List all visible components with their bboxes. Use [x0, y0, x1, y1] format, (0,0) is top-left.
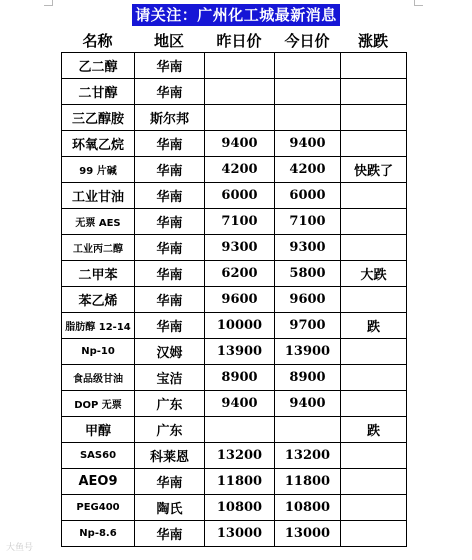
cell-name: Np-8.6	[62, 521, 135, 547]
header-name: 名称	[82, 32, 113, 50]
cell-name: Np-10	[62, 339, 135, 365]
cell-name: PEG400	[62, 495, 135, 521]
header-yesterday: 昨日价	[216, 32, 262, 50]
table-row	[62, 339, 407, 365]
table-row	[62, 183, 407, 209]
cell-change	[341, 521, 407, 547]
cell-change	[341, 365, 407, 391]
watermark: 大鱼号	[6, 543, 34, 553]
cell-name: DOP 无票	[62, 391, 135, 417]
cell-change	[341, 391, 407, 417]
cell-change	[341, 209, 407, 235]
cell-today: 9400	[275, 131, 341, 157]
cell-region: 广东	[135, 417, 205, 443]
cell-today	[275, 105, 341, 131]
cell-name: 食品级甘油	[62, 365, 135, 391]
table-row	[62, 287, 407, 313]
cell-today: 9600	[275, 287, 341, 313]
cell-today	[275, 417, 341, 443]
cell-yesterday: 13900	[205, 339, 275, 365]
cell-region: 宝洁	[135, 365, 205, 391]
cell-name: 99 片碱	[62, 157, 135, 183]
cell-name: 脂肪醇 12-14	[62, 313, 135, 339]
cell-change	[341, 235, 407, 261]
cell-change	[341, 443, 407, 469]
cell-yesterday: 10800	[205, 495, 275, 521]
cell-change	[341, 469, 407, 495]
cell-yesterday: 10000	[205, 313, 275, 339]
cell-today: 9700	[275, 313, 341, 339]
table-row	[62, 79, 407, 105]
cell-change: 大跌	[341, 261, 407, 287]
table-row	[62, 131, 407, 157]
cell-change: 快跌了	[341, 157, 407, 183]
cell-name: 工业丙二醇	[62, 235, 135, 261]
cell-yesterday: 9300	[205, 235, 275, 261]
cell-change: 跌	[341, 313, 407, 339]
cell-name: 工业甘油	[62, 183, 135, 209]
price-table	[61, 52, 407, 547]
cell-today: 13000	[275, 521, 341, 547]
cell-name: 二甘醇	[62, 79, 135, 105]
table-row	[62, 209, 407, 235]
cell-region: 华南	[135, 235, 205, 261]
table-row	[62, 105, 407, 131]
cell-region: 华南	[135, 521, 205, 547]
cell-change	[341, 53, 407, 79]
cell-today: 9300	[275, 235, 341, 261]
table-row	[62, 365, 407, 391]
cell-name: AEO9	[62, 469, 135, 495]
cell-region: 华南	[135, 183, 205, 209]
table-row	[62, 521, 407, 547]
cell-yesterday: 7100	[205, 209, 275, 235]
cell-region: 华南	[135, 79, 205, 105]
cell-today: 13900	[275, 339, 341, 365]
cell-region: 华南	[135, 157, 205, 183]
cell-yesterday	[205, 79, 275, 105]
cell-change	[341, 131, 407, 157]
cell-name: 三乙醇胺	[62, 105, 135, 131]
cell-change	[341, 339, 407, 365]
cell-change	[341, 287, 407, 313]
cell-yesterday: 13200	[205, 443, 275, 469]
page-title: 请关注：广州化工城最新消息	[132, 4, 340, 26]
cell-name: 苯乙烯	[62, 287, 135, 313]
cell-today: 6000	[275, 183, 341, 209]
cell-today: 7100	[275, 209, 341, 235]
cell-name: 无票 AES	[62, 209, 135, 235]
table-row	[62, 469, 407, 495]
cell-yesterday	[205, 105, 275, 131]
table-header	[61, 30, 406, 52]
cell-change	[341, 79, 407, 105]
header-today: 今日价	[284, 32, 330, 50]
table-row	[62, 495, 407, 521]
cell-name: 二甲苯	[62, 261, 135, 287]
cell-change: 跌	[341, 417, 407, 443]
table-row	[62, 313, 407, 339]
cell-region: 华南	[135, 469, 205, 495]
table-row	[62, 157, 407, 183]
table-row	[62, 53, 407, 79]
cell-yesterday: 4200	[205, 157, 275, 183]
cell-change	[341, 183, 407, 209]
header-region: 地区	[153, 32, 184, 50]
table-row	[62, 261, 407, 287]
cell-change	[341, 495, 407, 521]
cell-name: 乙二醇	[62, 53, 135, 79]
cell-change	[341, 105, 407, 131]
cell-today: 8900	[275, 365, 341, 391]
cell-today: 13200	[275, 443, 341, 469]
cell-region: 汉姆	[135, 339, 205, 365]
title-wrapper	[0, 4, 472, 26]
cell-today: 11800	[275, 469, 341, 495]
cell-region: 陶氏	[135, 495, 205, 521]
table-row	[62, 443, 407, 469]
cell-region: 华南	[135, 313, 205, 339]
cell-yesterday	[205, 53, 275, 79]
cell-region: 华南	[135, 209, 205, 235]
table-row	[62, 235, 407, 261]
table-row	[62, 391, 407, 417]
cell-yesterday: 8900	[205, 365, 275, 391]
cell-region: 华南	[135, 53, 205, 79]
cell-name: 甲醇	[62, 417, 135, 443]
header-change: 涨跌	[357, 32, 388, 50]
cell-today: 4200	[275, 157, 341, 183]
cell-today: 9400	[275, 391, 341, 417]
cell-today	[275, 79, 341, 105]
cell-yesterday: 9600	[205, 287, 275, 313]
cell-yesterday: 13000	[205, 521, 275, 547]
cell-yesterday: 9400	[205, 131, 275, 157]
cell-region: 华南	[135, 287, 205, 313]
cell-name: SAS60	[62, 443, 135, 469]
price-table-body	[62, 53, 407, 547]
table-row	[62, 417, 407, 443]
cell-name: 环氧乙烷	[62, 131, 135, 157]
cell-region: 华南	[135, 131, 205, 157]
cell-today	[275, 53, 341, 79]
cell-region: 华南	[135, 261, 205, 287]
cell-yesterday: 6200	[205, 261, 275, 287]
cell-region: 科莱恩	[135, 443, 205, 469]
cell-yesterday	[205, 417, 275, 443]
cell-yesterday: 9400	[205, 391, 275, 417]
cell-region: 广东	[135, 391, 205, 417]
cell-yesterday: 11800	[205, 469, 275, 495]
cell-today: 10800	[275, 495, 341, 521]
cell-today: 5800	[275, 261, 341, 287]
cell-region: 斯尔邦	[135, 105, 205, 131]
cell-yesterday: 6000	[205, 183, 275, 209]
